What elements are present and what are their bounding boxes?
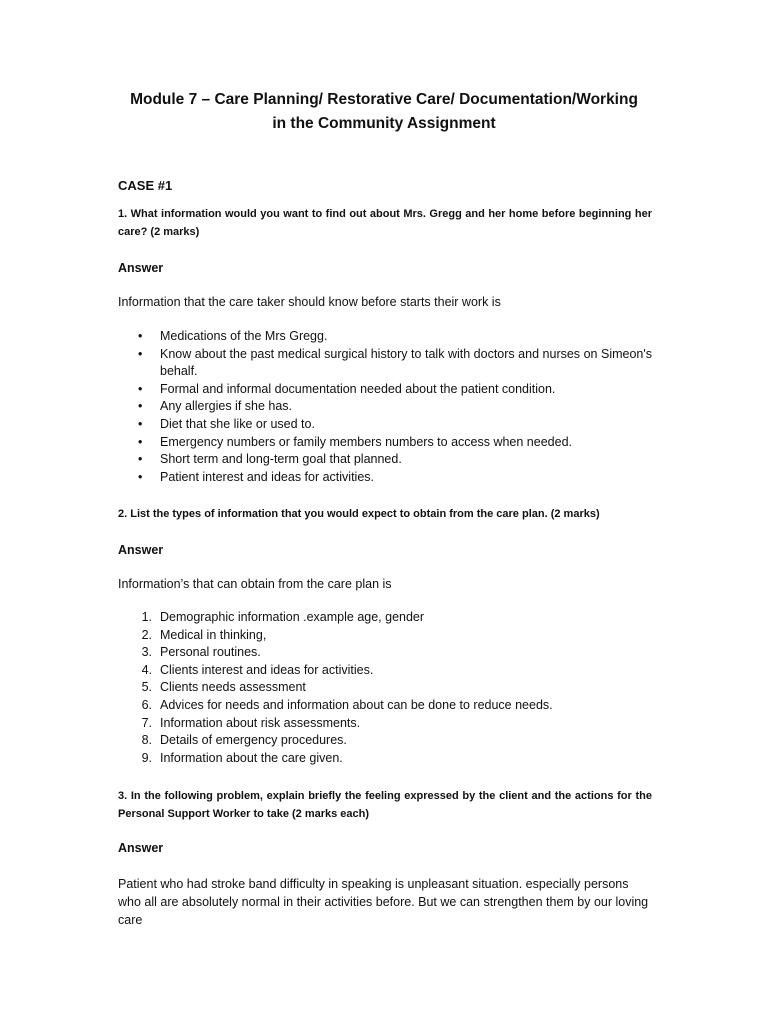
question-1: 1. What information would you want to find out about Mrs. Gregg and her home before beginning her care? (2 marks)	[118, 208, 652, 238]
list-item	[118, 346, 652, 381]
list-item-text: Short term and long-term goal that planned.	[160, 452, 402, 467]
answer-label-3: Answer	[118, 841, 164, 855]
list-item	[118, 732, 652, 750]
list-number: 8.	[141, 733, 152, 748]
list-item-text: Information about the care given.	[160, 750, 343, 765]
list-item-text: Know about the past medical surgical history to talk with doctors and nurses on Simeon's behalf.	[160, 346, 652, 379]
list-item-text: Diet that she like or used to.	[160, 416, 315, 431]
list-item	[118, 328, 652, 346]
list-item	[118, 416, 652, 434]
list-number: 2.	[141, 627, 152, 642]
list-item	[118, 381, 652, 399]
list-number: 4.	[141, 662, 152, 677]
list-item	[118, 697, 652, 715]
answer-3-text: Patient who had stroke band difficulty in speaking is unpleasant situation. especially persons who all are absolutely normal in their activities before. But we can strengthen them by our loving care	[118, 877, 649, 927]
bullet-marker: •	[138, 416, 143, 431]
list-item-text: Demographic information .example age, gender	[160, 610, 425, 624]
bullet-marker: •	[138, 381, 143, 396]
case-label: CASE #1	[118, 178, 173, 193]
bullet-marker: •	[138, 399, 143, 414]
document-title-line-2: in the Community Assignment	[272, 115, 496, 132]
list-item	[118, 627, 652, 645]
question-3: 3. In the following problem, explain briefly the feeling expressed by the client and the actions for the Personal Support Worker to take (2 marks each)	[118, 790, 652, 820]
question-2: 2. List the types of information that you would expect to obtain from the care plan. (2 marks)	[118, 508, 600, 520]
list-item	[118, 451, 652, 469]
list-item	[118, 662, 652, 680]
list-item-text: Clients interest and ideas for activities.	[160, 662, 374, 677]
answer-1-bullet-list	[118, 328, 652, 486]
list-number: 6.	[141, 697, 152, 712]
answer-2-intro: Information’s that can obtain from the care plan is	[118, 577, 392, 591]
list-number: 9.	[141, 750, 152, 765]
list-item-text: Patient interest and ideas for activities.	[160, 469, 375, 484]
bullet-marker: •	[138, 346, 143, 361]
list-item-text: Details of emergency procedures.	[160, 733, 347, 748]
list-number: 3.	[141, 645, 152, 660]
list-item-text: Clients needs assessment	[160, 680, 306, 695]
list-item-text: Formal and informal documentation needed about the patient condition.	[160, 381, 556, 396]
answer-2-numbered-list	[118, 609, 652, 767]
list-item	[118, 644, 652, 662]
list-number: 5.	[141, 680, 152, 695]
list-number: 7.	[141, 715, 152, 730]
list-item-text: Advices for needs and information about can be done to reduce needs.	[160, 697, 553, 712]
document-title-line-1: Module 7 – Care Planning/ Restorative Care/ Documentation/Working	[130, 91, 638, 108]
bullet-marker: •	[138, 469, 143, 484]
list-item	[118, 469, 652, 487]
list-item-text: Information about risk assessments.	[160, 715, 361, 730]
list-number: 1.	[141, 610, 152, 624]
list-item-text: Any allergies if she has.	[160, 399, 293, 414]
list-item	[118, 434, 652, 452]
list-item-text: Personal routines.	[160, 645, 261, 660]
list-item-text: Medical in thinking,	[160, 627, 267, 642]
list-item	[118, 679, 652, 697]
list-item	[118, 609, 652, 627]
list-item	[118, 398, 652, 416]
bullet-marker: •	[138, 329, 143, 343]
list-item-text: Medications of the Mrs Gregg.	[160, 329, 328, 343]
bullet-marker: •	[138, 434, 143, 449]
list-item	[118, 750, 652, 768]
answer-label-1: Answer	[118, 261, 164, 275]
answer-1-intro: Information that the care taker should know before starts their work is	[118, 295, 501, 309]
list-item	[118, 715, 652, 733]
list-item-text: Emergency numbers or family members numbers to access when needed.	[160, 434, 572, 449]
answer-label-2: Answer	[118, 543, 164, 557]
bullet-marker: •	[138, 452, 143, 467]
